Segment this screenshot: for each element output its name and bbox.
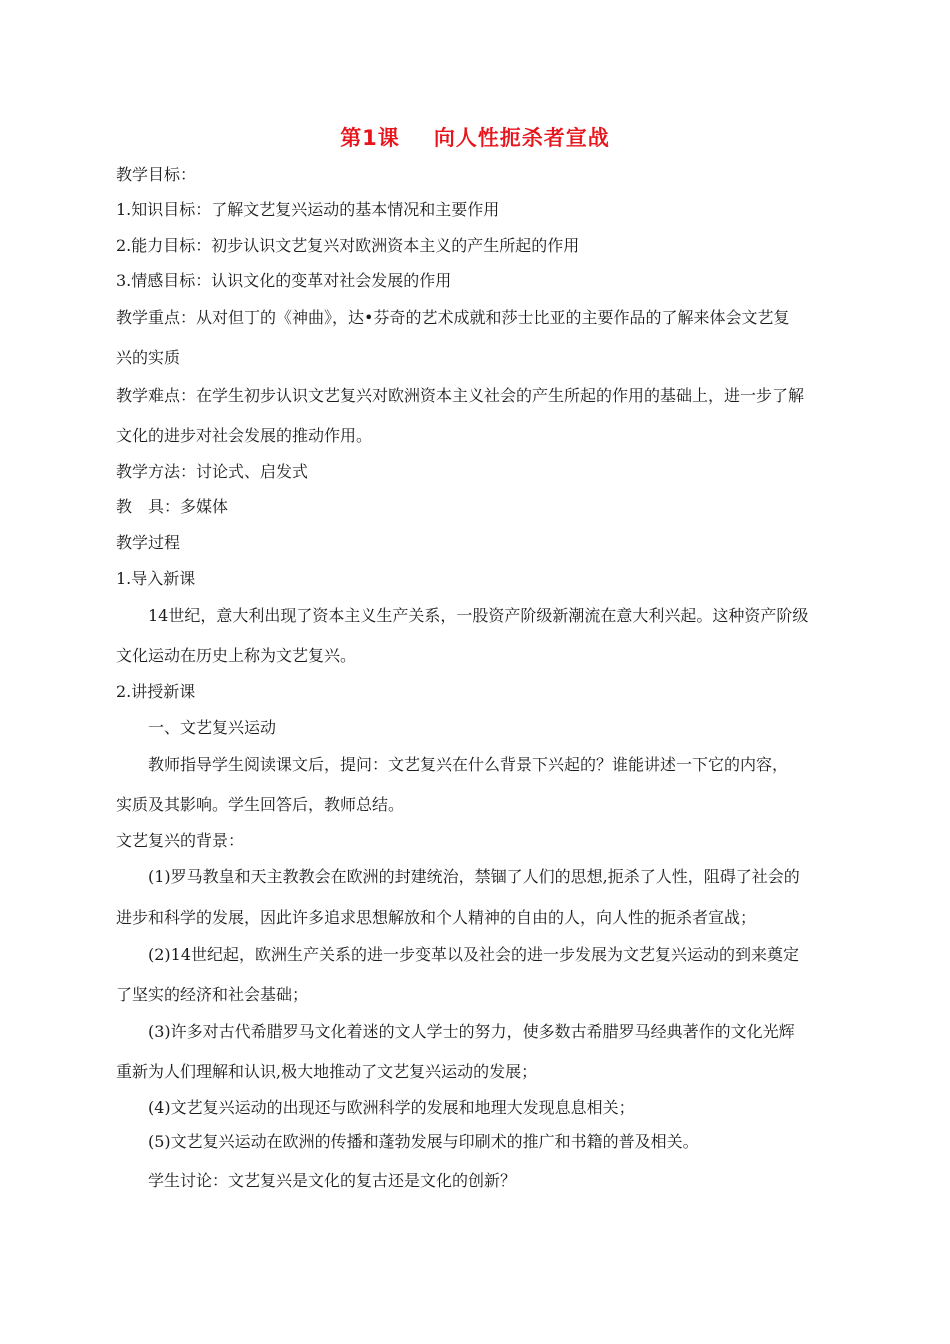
background-item-4: (4)文艺复兴运动的出现还与欧洲科学的发展和地理大发现息息相关； xyxy=(148,1098,635,1117)
lesson-number: 第1课 xyxy=(340,126,400,150)
background-item-1-line-1: (1)罗马教皇和天主教教会在欧洲的封建统治，禁锢了人们的思想,扼杀了人性，阻碍了社会的 xyxy=(148,867,800,886)
teacher-para-line-2: 实质及其影响。学生回答后，教师总结。 xyxy=(116,795,405,814)
student-discussion: 学生讨论：文艺复兴是文化的复古还是文化的创新？ xyxy=(148,1171,517,1190)
background-item-2-line-1: (2)14世纪起，欧洲生产关系的进一步变革以及社会的进一步发展为文艺复兴运动的到来奠定 xyxy=(148,945,800,964)
background-heading: 文艺复兴的背景： xyxy=(116,831,245,850)
teaching-method: 教学方法：讨论式、启发式 xyxy=(116,462,309,481)
teacher-para-line-1: 教师指导学生阅读课文后，提问：文艺复兴在什么背景下兴起的？谁能讲述一下它的内容， xyxy=(148,755,789,774)
difficulties-line-1: 教学难点：在学生初步认识文艺复兴对欧洲资本主义社会的产生所起的作用的基础上，进一步了解 xyxy=(116,386,805,405)
background-item-1-line-2: 进步和科学的发展，因此许多追求思想解放和个人精神的自由的人，向人性的扼杀者宣战； xyxy=(116,908,757,927)
key-points-line-1: 教学重点：从对但丁的《神曲》，达•芬奇的艺术成就和莎士比亚的主要作品的了解来体会文艺复 xyxy=(116,308,790,327)
key-points-line-2: 兴的实质 xyxy=(116,348,181,367)
background-item-3-line-2: 重新为人们理解和认识,极大地推动了文艺复兴运动的发展； xyxy=(116,1062,538,1081)
background-item-3-line-1: (3)许多对古代希腊罗马文化着迷的文人学士的努力，使多数古希腊罗马经典著作的文化光辉 xyxy=(148,1022,795,1041)
page-title xyxy=(0,122,950,152)
goal-ability: 2.能力目标：初步认识文艺复兴对欧洲资本主义的产生所起的作用 xyxy=(116,236,580,255)
section-new-lesson: 2.讲授新课 xyxy=(116,682,196,701)
difficulties-line-2: 文化的进步对社会发展的推动作用。 xyxy=(116,426,373,445)
goal-knowledge: 1.知识目标：了解文艺复兴运动的基本情况和主要作用 xyxy=(116,200,500,219)
lesson-name: 向人性扼杀者宣战 xyxy=(433,126,610,150)
teaching-process-heading: 教学过程 xyxy=(116,533,181,552)
intro-para-line-1: 14世纪，意大利出现了资本主义生产关系，一股资产阶级新潮流在意大利兴起。这种资产阶级 xyxy=(148,606,809,625)
teaching-goals-heading: 教学目标： xyxy=(116,165,197,184)
teaching-tools: 教 具：多媒体 xyxy=(116,497,229,516)
background-item-2-line-2: 了坚实的经济和社会基础； xyxy=(116,985,309,1004)
section-intro: 1.导入新课 xyxy=(116,569,196,588)
background-item-5: (5)文艺复兴运动在欧洲的传播和蓬勃发展与印刷术的推广和书籍的普及相关。 xyxy=(148,1132,699,1151)
goal-emotion: 3.情感目标：认识文化的变革对社会发展的作用 xyxy=(116,271,452,290)
intro-para-line-2: 文化运动在历史上称为文艺复兴。 xyxy=(116,646,357,665)
subsection-renaissance: 一、文艺复兴运动 xyxy=(148,718,277,737)
